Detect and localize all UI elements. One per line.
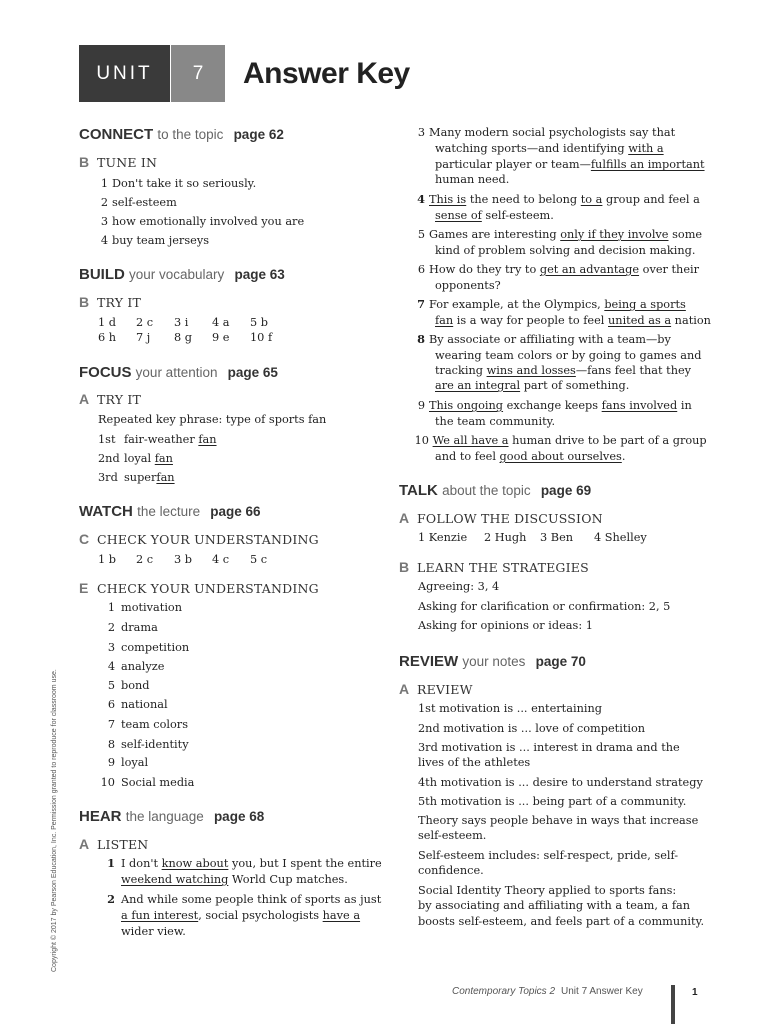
list-item-cont: sense of self-esteem. xyxy=(435,209,554,222)
list-item: 1st fair-weather fan xyxy=(98,433,217,446)
list-item: 10 Social media xyxy=(100,776,195,789)
section-review: REVIEW your notes page 70 xyxy=(399,653,586,670)
review-line: 1st motivation is ... entertaining xyxy=(418,702,602,715)
list-item-cont: and to feel good about ourselves. xyxy=(435,450,626,463)
review-paragraph: Theory says people behave in ways that increase xyxy=(418,814,699,827)
list-item-cont: are an integral part of something. xyxy=(435,379,630,392)
review-line: 2nd motivation is ... love of competition xyxy=(418,722,646,735)
subsection-review: A REVIEW xyxy=(399,681,473,697)
list-item: 7 For example, at the Olympics, being a sports xyxy=(417,297,686,311)
list-item: 2 And while some people think of sports as just xyxy=(107,892,382,906)
review-line: 3rd motivation is ... interest in drama and the xyxy=(418,741,680,754)
list-item: 8 By associate or affiliating with a team—by xyxy=(417,332,671,346)
subsection-learn-strategies: B LEARN THE STRATEGIES xyxy=(399,559,589,575)
list-item-cont: particular player or team—fulfills an important xyxy=(435,158,705,171)
subsection-check-understanding: E CHECK YOUR UNDERSTANDING xyxy=(79,580,319,596)
subsection-listen: A LISTEN xyxy=(79,836,149,852)
review-paragraph: Social Identity Theory applied to sports fans: xyxy=(418,884,677,897)
list-item: 4 This is the need to belong to a group and feel a xyxy=(417,192,700,206)
footer-divider xyxy=(671,985,675,1024)
subsection-check-understanding: C CHECK YOUR UNDERSTANDING xyxy=(79,531,319,547)
review-line-cont: lives of the athletes xyxy=(418,756,531,769)
review-paragraph: confidence. xyxy=(418,864,484,877)
unit-label: UNIT xyxy=(79,45,170,102)
subsection-follow-discussion: A FOLLOW THE DISCUSSION xyxy=(399,510,603,526)
review-paragraph: by associating and affiliating with a team, a fan xyxy=(418,899,691,912)
unit-header xyxy=(79,45,410,102)
list-item: 1 motivation xyxy=(107,601,183,614)
list-item-cont: tracking wins and losses—fans feel that they xyxy=(435,364,692,377)
subsection-try-it: A TRY IT xyxy=(79,391,142,407)
list-item: Asking for opinions or ideas: 1 xyxy=(418,619,593,632)
answer-grid-row: 6 h 7 j 8 g 9 e 10 f xyxy=(98,331,273,344)
unit-number: 7 xyxy=(171,45,225,102)
footer xyxy=(452,986,643,997)
section-talk: TALK about the topic page 69 xyxy=(399,482,592,499)
answer-row: 1 Kenzie 2 Hugh 3 Ben 4 Shelley xyxy=(418,531,647,544)
list-item-cont: wider view. xyxy=(121,925,186,938)
list-item: 4 analyze xyxy=(107,660,165,673)
list-item: 1 I don't know about you, but I spent the entire xyxy=(107,856,382,870)
list-item-cont: human need. xyxy=(435,173,510,186)
list-item-cont: wearing team colors or by going to games and xyxy=(435,349,702,362)
page-number: 1 xyxy=(692,987,698,998)
answer-grid-row: 1 b 2 c 3 b 4 c 5 c xyxy=(98,553,268,566)
list-item: Asking for clarification or confirmation: 2, 5 xyxy=(418,600,671,613)
review-line: 4th motivation is ... desire to understand strategy xyxy=(418,776,703,789)
list-item: 2 drama xyxy=(107,621,158,634)
list-item: 3 how emotionally involved you are xyxy=(100,215,305,228)
list-item: 7 team colors xyxy=(107,718,189,731)
list-item-cont: opponents? xyxy=(435,279,501,292)
review-paragraph: Self-esteem includes: self-respect, pride, self- xyxy=(418,849,679,862)
list-item: 2nd loyal fan xyxy=(98,452,173,465)
list-item: 3 Many modern social psychologists say that xyxy=(417,126,676,139)
footer-book-title: Contemporary Topics 2 xyxy=(452,986,556,997)
copyright-notice: Copyright © 2017 by Pearson Education, Inc. Permission granted to reproduce for classroom use. xyxy=(51,669,58,972)
list-item: 6 national xyxy=(107,698,168,711)
list-item: Agreeing: 3, 4 xyxy=(418,580,500,593)
list-item: 2 self-esteem xyxy=(100,196,177,209)
section-watch: WATCH the lecture page 66 xyxy=(79,503,261,520)
list-item-cont: fan is a way for people to feel united as a nation xyxy=(435,314,711,327)
intro-text: Repeated key phrase: type of sports fan xyxy=(98,413,327,426)
review-paragraph: boosts self-esteem, and feels part of a community. xyxy=(418,915,705,928)
section-focus: FOCUS your attention page 65 xyxy=(79,364,278,381)
list-item: 5 bond xyxy=(107,679,150,692)
section-hear: HEAR the language page 68 xyxy=(79,808,265,825)
list-item: 4 buy team jerseys xyxy=(100,234,209,247)
list-item: 5 Games are interesting only if they involve some xyxy=(417,228,703,241)
list-item: 8 self-identity xyxy=(107,738,189,751)
list-item: 1 Don't take it so seriously. xyxy=(100,177,257,190)
subsection-tune-in: B TUNE IN xyxy=(79,154,158,170)
subsection-try-it: B TRY IT xyxy=(79,294,142,310)
list-item-cont: kind of problem solving and decision making. xyxy=(435,244,696,257)
list-item-cont: weekend watching World Cup matches. xyxy=(121,873,348,886)
list-item-cont: watching sports—and identifying with a xyxy=(435,142,664,155)
section-build: BUILD your vocabulary page 63 xyxy=(79,266,285,283)
page-title: Answer Key xyxy=(243,56,410,90)
list-item-cont: the team community. xyxy=(435,415,556,428)
list-item-cont: a fun interest, social psychologists have a xyxy=(121,909,361,922)
list-item: 6 How do they try to get an advantage over their xyxy=(417,263,700,276)
answer-grid-row: 1 d 2 c 3 i 4 a 5 b xyxy=(98,316,269,329)
list-item: 9 This ongoing exchange keeps fans involved in xyxy=(417,399,692,412)
list-item: 9 loyal xyxy=(107,756,149,769)
list-item: 10 We all have a human drive to be part of a group xyxy=(414,434,707,447)
review-line: 5th motivation is ... being part of a community. xyxy=(418,795,687,808)
review-paragraph: self-esteem. xyxy=(418,829,487,842)
section-connect: CONNECT to the topic page 62 xyxy=(79,126,284,143)
footer-unit: Unit 7 Answer Key xyxy=(561,986,643,997)
list-item: 3rd superfan xyxy=(98,471,175,484)
list-item: 3 competition xyxy=(107,641,190,654)
